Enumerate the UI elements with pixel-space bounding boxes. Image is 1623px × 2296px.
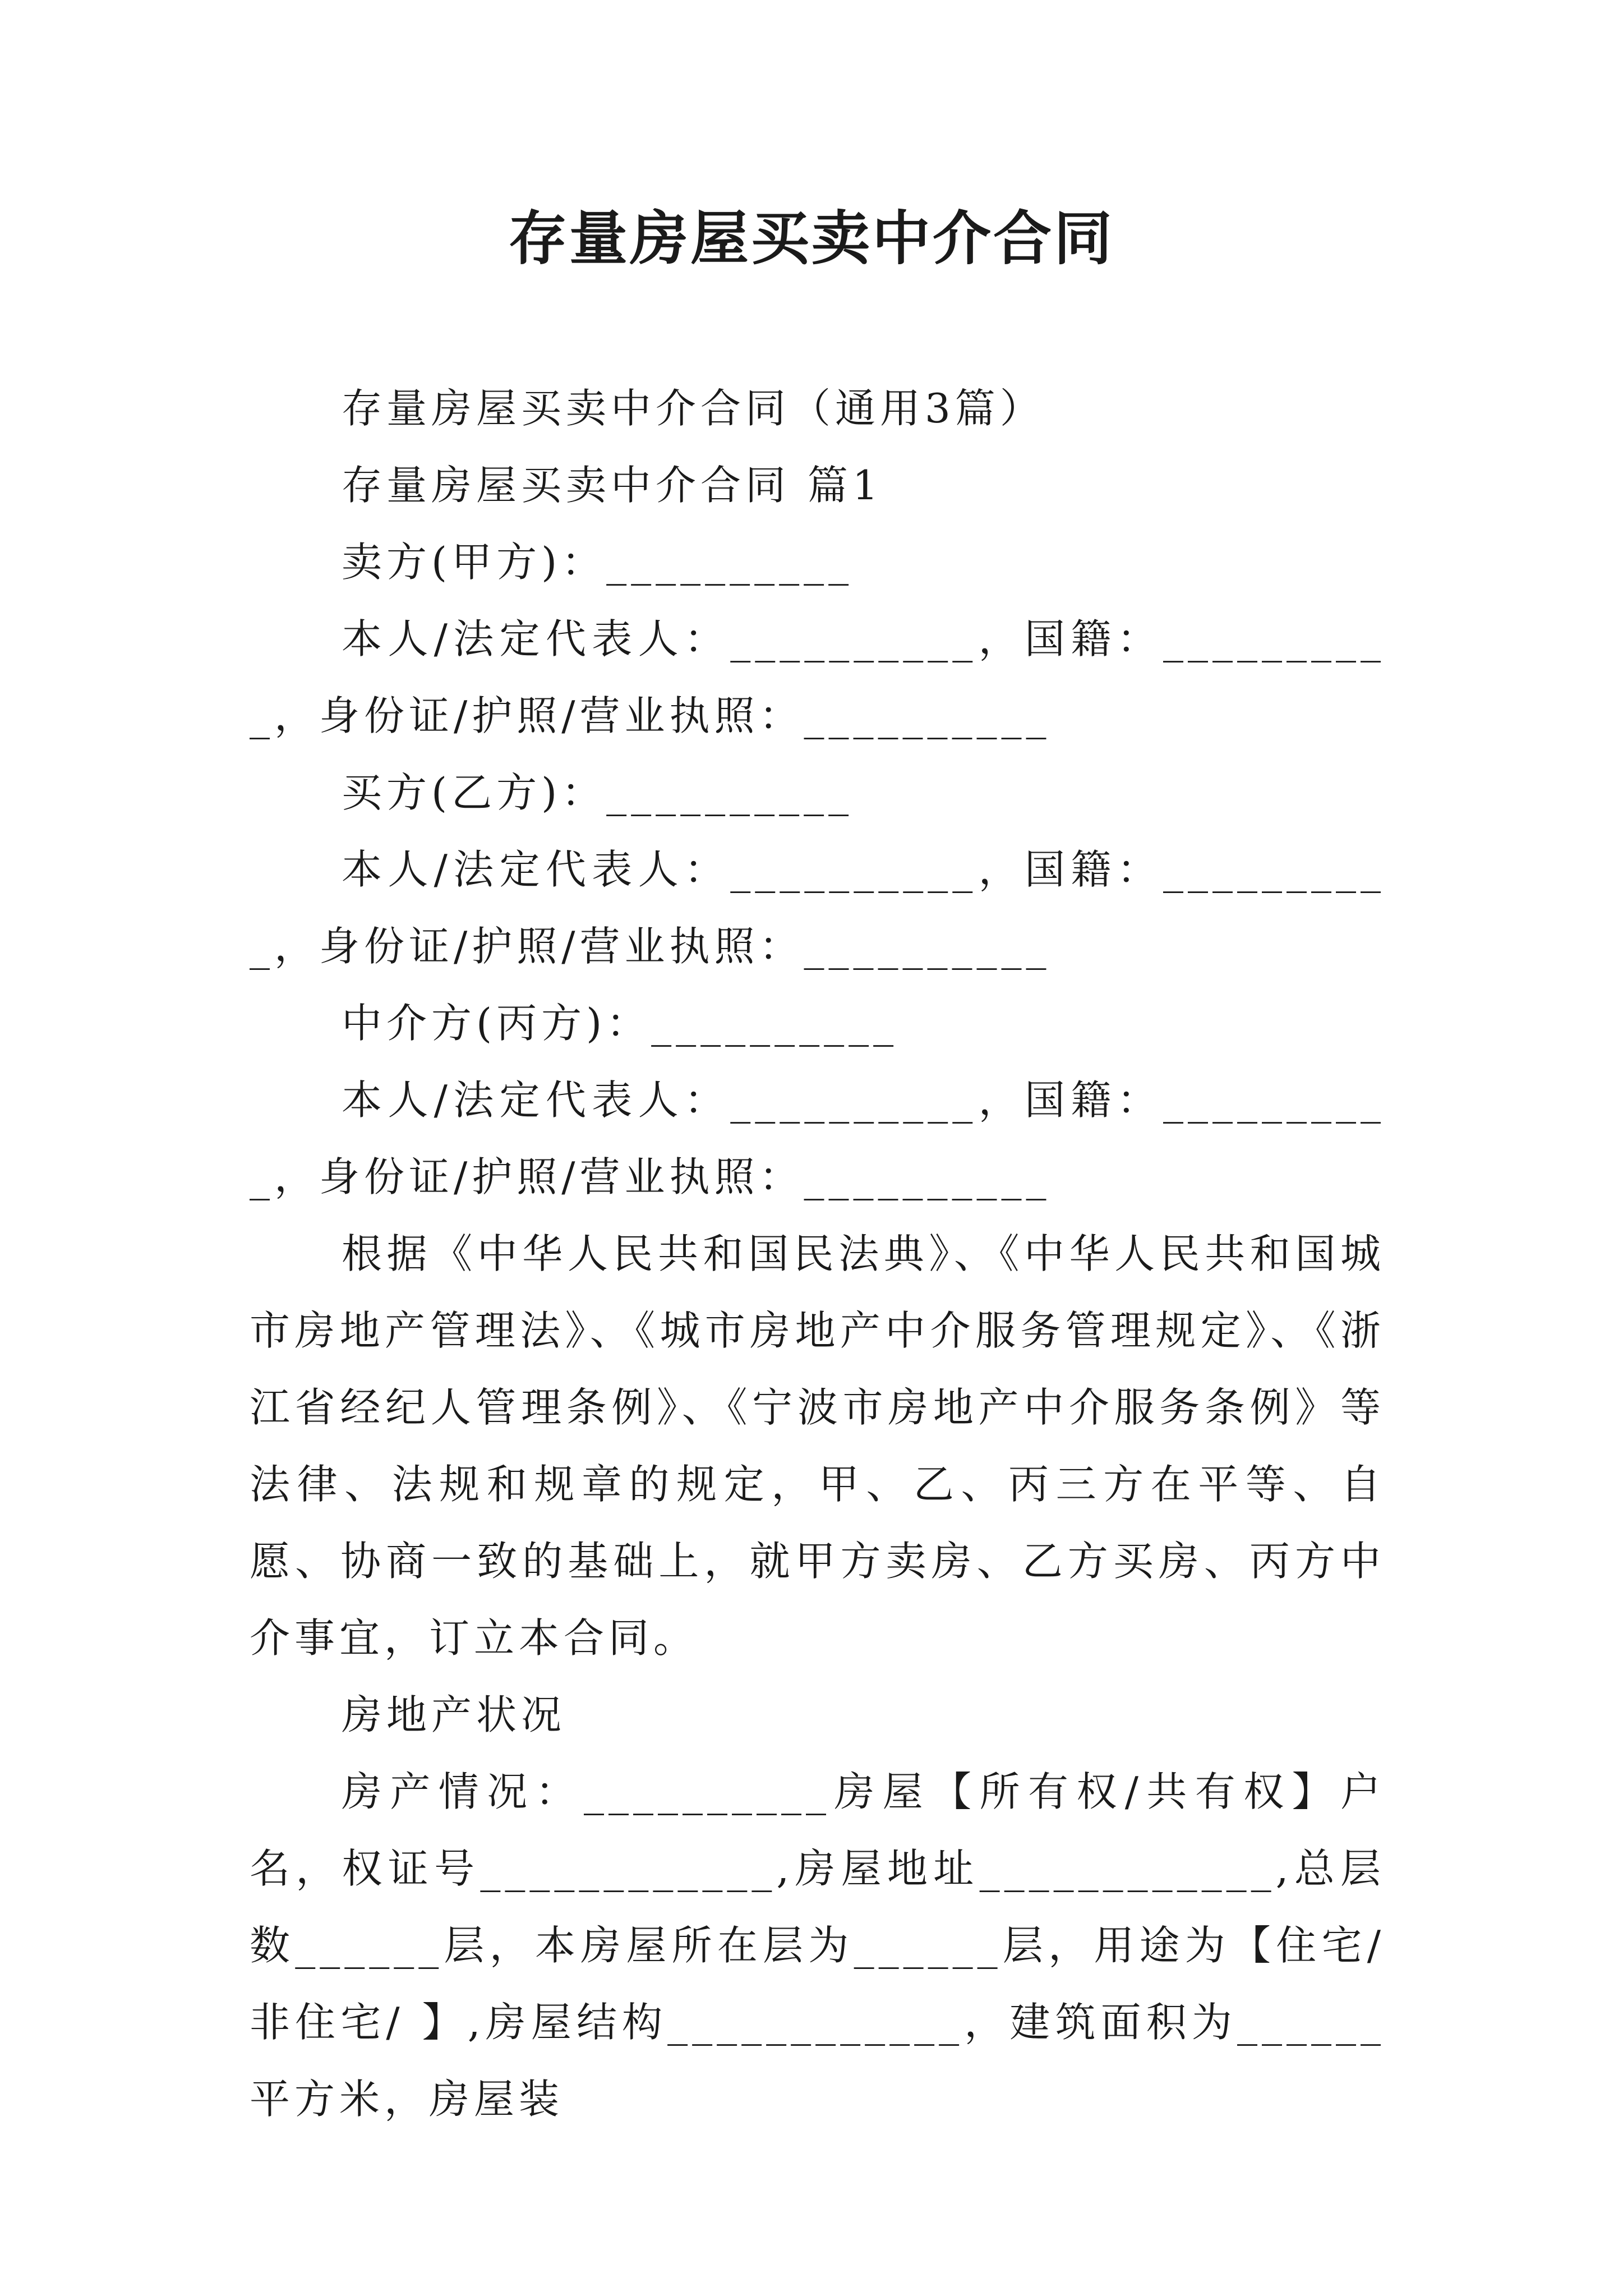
paragraph-legal-basis: 根据《中华人民共和国民法典》、《中华人民共和国城市房地产管理法》、《城市房地产中介服务管理规定》、《浙江省经纪人管理条例》、《宁波市房地产中介服务条例》等法律、法规和规章的规定，甲、乙、丙三方在平等、自愿、协商一致的基础上，就甲方卖房、乙方买房、丙方中介事宜，订立本合同。 [250, 1230, 1385, 1662]
paragraph-section-heading: 房地产状况 [342, 1691, 566, 1738]
paragraph-seller-representative: 本人/法定代表人：__________，国籍：__________，身份证/护照/营业执照：__________ [250, 615, 1385, 739]
document-title: 存量房屋买卖中介合同 [508, 204, 1114, 273]
paragraph-property-details: 房产情况：__________房屋【所有权/共有权】户名，权证号____________,房屋地址____________,总层数______层，本房屋所在层为______层，用途为【住宅/非住宅/ 】,房屋结构____________，建筑面积为______平方米，房屋装 [250, 1768, 1385, 2123]
paragraph-agency: 中介方(丙方)：__________ [342, 1000, 898, 1047]
paragraph-agency-representative: 本人/法定代表人：__________，国籍：__________，身份证/护照/营业执照：__________ [250, 1076, 1385, 1200]
paragraph-buyer-representative: 本人/法定代表人：__________，国籍：__________，身份证/护照/营业执照：__________ [250, 846, 1385, 970]
paragraph-buyer: 买方(乙方)：__________ [342, 769, 854, 816]
paragraph-seller: 卖方(甲方)：__________ [342, 539, 854, 586]
document-body [250, 370, 1385, 2138]
paragraph-article-heading: 存量房屋买卖中介合同 篇1 [342, 462, 883, 509]
paragraph-collection-heading: 存量房屋买卖中介合同（通用3篇） [342, 385, 1045, 432]
